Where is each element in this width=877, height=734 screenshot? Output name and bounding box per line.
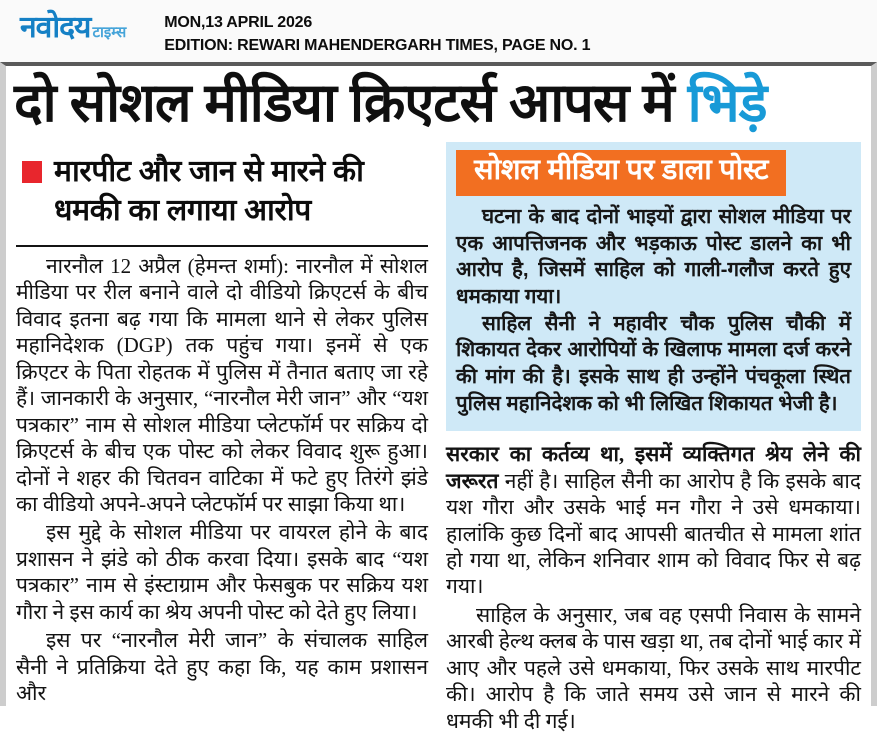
masthead [0,0,877,62]
article-clipping [0,62,877,733]
highlight-box-title: सोशल मीडिया पर डाला पोस्ट [456,150,786,196]
sub-headline-line1: मारपीट और जान से मारने की [54,154,364,188]
body-paragraph: इस मुद्दे के सोशल मीडिया पर वायरल होने के बाद प्रशासन ने झंडे को ठीक करवा दिया। इसके बाद “यश पत्रकार” नाम से इंस्टाग्राम और फेसबुक पर सक्रिय यश गौरा ने इस कार्य का श्रेय अपनी पोस्ट को देते हुए लिया। [16,520,428,624]
logo-secondary-text: टाइम्स [92,24,127,41]
article-columns [6,140,871,734]
highlight-box [446,142,861,431]
sub-headline [16,140,428,247]
red-square-bullet-icon [22,161,42,183]
sub-headline-line2: धमकी का लगाया आरोप [54,194,312,228]
body-paragraph-continued [446,441,861,600]
lead-rest-text: नहीं है। साहिल सैनी का आरोप है कि इसके बाद यश गौरा और उसके भाई मन गौरा ने उसे धमकाया। हालांकि कुछ दिनों बाद आपसी बातचीत से मामला शांत हो गया था, लेकिन शनिवार शाम को विवाद फिर से बढ़ गया। [446,468,861,599]
headline-black-part: दो सोशल मीडिया क्रिएटर्स आपस में [14,73,688,133]
body-paragraph: इस पर “नारनौल मेरी जान” के संचालक साहिल सैनी ने प्रतिक्रिया देते हुए कहा कि, यह काम प्रशासन और [16,628,428,706]
left-column [16,140,428,734]
date-line: MON,13 APRIL 2026 [164,14,313,31]
highlight-paragraph: साहिल सैनी ने महावीर चौक पुलिस चौकी में शिकायत देकर आरोपियों के खिलाफ मामला दर्ज करने की मांग की है। इसके साथ ही उन्होंने पंचकूला स्थित पुलिस महानिदेशक को भी लिखित शिकायत भेजी है। [456,311,851,415]
main-headline [14,72,863,136]
edition-info [164,8,590,57]
logo-primary-text: नवोदय [20,11,91,44]
edition-line: EDITION: REWARI MAHENDERGARH TIMES, PAGE NO. 1 [164,37,591,54]
highlight-paragraph: घटना के बाद दोनों भाइयों द्वारा सोशल मीडिया पर एक आपत्तिजनक और भड़काऊ पोस्ट डालने का भी आरोप है, जिसमें साहिल को गाली-गलौज करते हुए धमकाया गया। [456,205,851,308]
newspaper-logo [20,8,126,53]
headline-blue-part: भिड़े [687,73,767,133]
right-column [446,140,861,734]
body-paragraph: साहिल के अनुसार, जब वह एसपी निवास के सामने आरबी हेल्थ क्लब के पास खड़ा था, तब दोनों भाई कार में आए और पहले उसे धमकाया, फिर उसके साथ मारपीट की। आरोप है कि जाते समय उसे जान से मारने की धमकी भी दी गई। [446,602,861,733]
lead-bold-text: सरकार का कर्तव्य था, इसमें व्यक्तिगत श्रेय लेने की जरूरत [446,442,861,493]
sub-headline-text [54,152,364,231]
body-paragraph: नारनौल 12 अप्रैल (हेमन्त शर्मा): नारनौल में सोशल मीडिया पर रील बनाने वाले दो वीडियो क्रिएटर्स के बीच विवाद इतना बढ़ गया कि मामला थाने से लेकर पुलिस महानिदेशक (DGP) तक पहुंच गया। इनमें से एक क्रिएटर के पिता रोहतक में पुलिस में तैनात बताए जा रहे हैं। जानकारी के अनुसार, “नारनौल मेरी जान” और “यश पत्रकार” नाम से सोशल मीडिया प्लेटफॉर्म पर सक्रिय दो क्रिएटर्स के बीच एक पोस्ट को लेकर विवाद शुरू हुआ। दोनों ने शहर की चितवन वाटिका में फटे हुए तिरंगे झंडे का वीडियो अपने-अपने प्लेटफॉर्म पर साझा किया था। [16,253,428,516]
